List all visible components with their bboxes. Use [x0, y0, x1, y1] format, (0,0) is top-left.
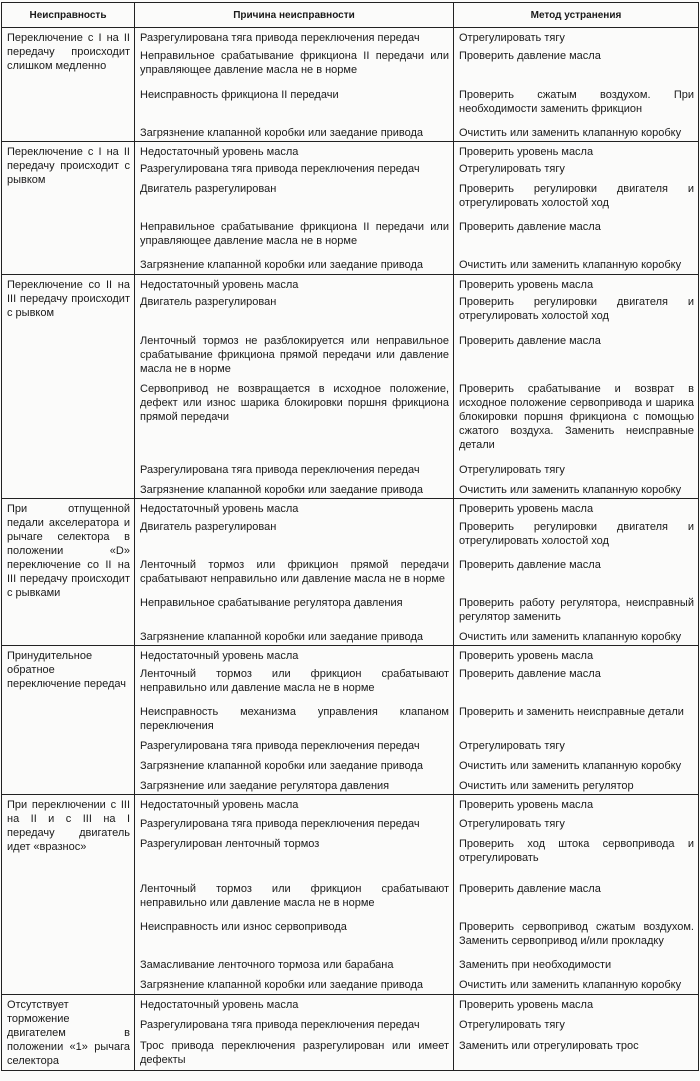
troubleshooting-table	[1, 2, 699, 1071]
cause-cell: Загрязнение клапанной коробки или заедание привода	[135, 628, 454, 646]
remedy-cell: Проверить срабатывание и возврат в исходное положение сервопривода и шарика блокировки поршня фрикциона с помощью сжатого воздуха. Заменить неисправные детали	[454, 380, 699, 461]
cause-cell: Неисправность фрикциона II передачи	[135, 86, 454, 124]
cause-cell: Двигатель разрегулирован	[135, 180, 454, 218]
remedy-cell: Проверить давление масла	[454, 332, 699, 380]
remedy-cell: Проверить давление масла	[454, 556, 699, 594]
cause-cell: Недостаточный уровень масла	[135, 795, 454, 815]
cause-cell: Разрегулирован ленточный тормоз	[135, 835, 454, 880]
remedy-cell: Очистить или заменить клапанную коробку	[454, 976, 699, 995]
cause-cell: Загрязнение клапанной коробки или заедание привода	[135, 256, 454, 274]
fault-cell: Переключение с I на II передачу происходит с рывком	[2, 141, 135, 274]
remedy-cell: Отрегулировать тягу	[454, 28, 699, 47]
table-row	[2, 274, 699, 293]
cause-cell: Ленточный тормоз не разблокируется или неправильное срабатывание фрикциона прямой передачи или давление масла не в норме	[135, 332, 454, 380]
cause-cell: Неисправность механизма управления клапаном переключения	[135, 703, 454, 737]
remedy-cell: Проверить уровень масла	[454, 274, 699, 293]
remedy-cell: Проверить уровень масла	[454, 795, 699, 815]
remedy-cell: Проверить работу регулятора, неисправный регулятор заменить	[454, 594, 699, 628]
fault-cell: Переключение со II на III передачу происходит с рывком	[2, 274, 135, 499]
cause-cell: Двигатель разрегулирован	[135, 518, 454, 556]
cause-cell: Разрегулирована тяга привода переключения передач	[135, 160, 454, 180]
remedy-cell: Проверить уровень масла	[454, 499, 699, 518]
remedy-cell: Проверить уровень масла	[454, 141, 699, 160]
table-row	[2, 795, 699, 815]
cause-cell: Недостаточный уровень масла	[135, 499, 454, 518]
cause-cell: Двигатель разрегулирован	[135, 293, 454, 332]
cause-cell: Загрязнение клапанной коробки или заедание привода	[135, 757, 454, 777]
remedy-cell: Проверить давление масла	[454, 47, 699, 86]
remedy-cell: Проверить сервопривод сжатым воздухом. Заменить сервопривод и/или прокладку	[454, 918, 699, 956]
remedy-cell: Проверить и заменить неисправные детали	[454, 703, 699, 737]
remedy-cell: Проверить уровень масла	[454, 995, 699, 1016]
table-row	[2, 141, 699, 160]
cause-cell: Неправильное срабатывание регулятора давления	[135, 594, 454, 628]
remedy-cell: Отрегулировать тягу	[454, 1016, 699, 1037]
remedy-cell: Очистить или заменить клапанную коробку	[454, 628, 699, 646]
remedy-cell: Очистить или заменить клапанную коробку	[454, 256, 699, 274]
cause-cell: Разрегулирована тяга привода переключения передач	[135, 28, 454, 47]
cause-cell: Разрегулирована тяга привода переключения передач	[135, 461, 454, 481]
header-row	[2, 3, 699, 28]
table-row	[2, 499, 699, 518]
remedy-cell: Проверить регулировки двигателя и отрегулировать холостой ход	[454, 180, 699, 218]
cause-cell: Недостаточный уровень масла	[135, 995, 454, 1016]
remedy-cell: Отрегулировать тягу	[454, 461, 699, 481]
cause-cell: Неправильное срабатывание фрикциона II передачи или управляющее давление масла не в норме	[135, 47, 454, 86]
remedy-cell: Заменить при необходимости	[454, 956, 699, 976]
remedy-cell: Проверить давление масла	[454, 880, 699, 918]
remedy-cell: Очистить или заменить клапанную коробку	[454, 757, 699, 777]
cause-cell: Неисправность или износ сервопривода	[135, 918, 454, 956]
cause-cell: Ленточный тормоз или фрикцион прямой передачи срабатывают неправильно или давление масла не в норме	[135, 556, 454, 594]
remedy-cell: Очистить или заменить клапанную коробку	[454, 124, 699, 142]
remedy-cell: Проверить ход штока сервопривода и отрегулировать	[454, 835, 699, 880]
remedy-cell: Заменить или отрегулировать трос	[454, 1037, 699, 1071]
remedy-cell: Отрегулировать тягу	[454, 737, 699, 757]
table-body	[2, 28, 699, 1071]
cause-cell: Трос привода переключения разрегулирован или имеет дефекты	[135, 1037, 454, 1071]
remedy-cell: Отрегулировать тягу	[454, 160, 699, 180]
remedy-cell: Проверить сжатым воздухом. При необходимости заменить фрикцион	[454, 86, 699, 124]
remedy-cell: Отрегулировать тягу	[454, 815, 699, 835]
remedy-cell: Проверить давление масла	[454, 665, 699, 703]
header-remedy: Метод устранения	[454, 3, 699, 28]
cause-cell: Недостаточный уровень масла	[135, 274, 454, 293]
header-cause: Причина неисправности	[135, 3, 454, 28]
cause-cell: Замасливание ленточного тормоза или барабана	[135, 956, 454, 976]
table-row	[2, 28, 699, 47]
table-row	[2, 645, 699, 665]
remedy-cell: Проверить уровень масла	[454, 645, 699, 665]
fault-cell: При отпущенной педали акселератора и рычаге селектора в положении «D» переключение со II на III передачу происходит с рывками	[2, 499, 135, 646]
cause-cell: Разрегулирована тяга привода переключения передач	[135, 737, 454, 757]
cause-cell: Неправильное срабатывание фрикциона II передачи или управляющее давление масла не в норме	[135, 218, 454, 256]
cause-cell: Ленточный тормоз или фрикцион срабатывают неправильно или давление масла не в норме	[135, 880, 454, 918]
cause-cell: Загрязнение или заедание регулятора давления	[135, 777, 454, 795]
cause-cell: Загрязнение клапанной коробки или заедание привода	[135, 124, 454, 142]
fault-cell: Отсутствует торможение двигателем в положении «1» рычага селектора	[2, 995, 135, 1071]
fault-cell: При переключении с III на II и с III на I передачу двигатель идет «вразнос»	[2, 795, 135, 995]
cause-cell: Ленточный тормоз или фрикцион срабатывают неправильно или давление масла не в норме	[135, 665, 454, 703]
cause-cell: Разрегулирована тяга привода переключения передач	[135, 815, 454, 835]
table-row	[2, 995, 699, 1016]
cause-cell: Недостаточный уровень масла	[135, 141, 454, 160]
remedy-cell: Проверить регулировки двигателя и отрегулировать холостой ход	[454, 293, 699, 332]
header-fault: Неисправность	[2, 3, 135, 28]
fault-cell: Переключение с I на II передачу происходит слишком медленно	[2, 28, 135, 142]
remedy-cell: Проверить давление масла	[454, 218, 699, 256]
remedy-cell: Очистить или заменить клапанную коробку	[454, 481, 699, 499]
fault-cell: Принудительное обратное переключение передач	[2, 645, 135, 795]
cause-cell: Сервопривод не возвращается в исходное положение, дефект или износ шарика блокировки поршня фрикциона прямой передачи	[135, 380, 454, 461]
cause-cell: Недостаточный уровень масла	[135, 645, 454, 665]
cause-cell: Загрязнение клапанной коробки или заедание привода	[135, 481, 454, 499]
cause-cell: Разрегулирована тяга привода переключения передач	[135, 1016, 454, 1037]
remedy-cell: Очистить или заменить регулятор	[454, 777, 699, 795]
remedy-cell: Проверить регулировки двигателя и отрегулировать холостой ход	[454, 518, 699, 556]
cause-cell: Загрязнение клапанной коробки или заедание привода	[135, 976, 454, 995]
